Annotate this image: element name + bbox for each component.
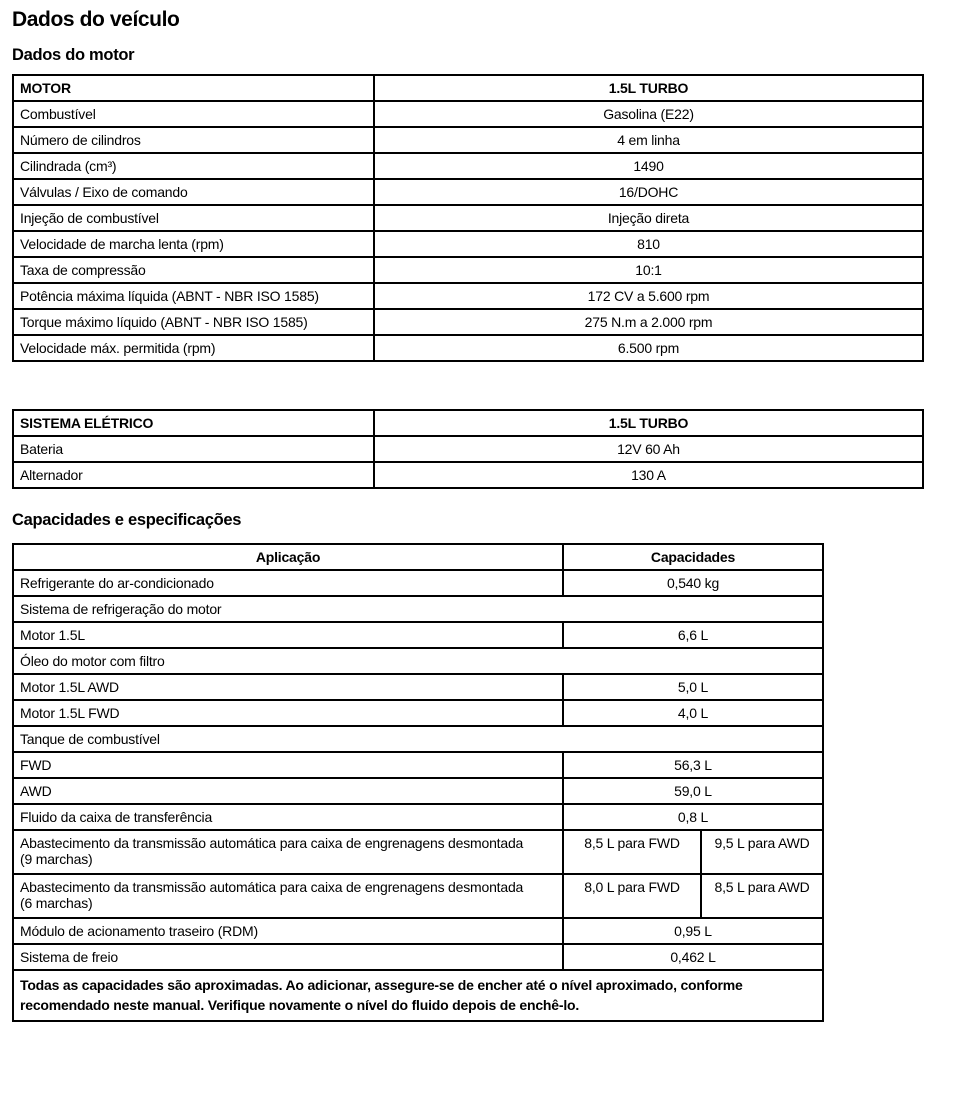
spec-row-label: Número de cilindros [13, 127, 374, 153]
spec-header-value: 1.5L TURBO [374, 410, 923, 436]
table-row [13, 648, 823, 674]
table-row [13, 75, 923, 101]
spec-row-value: 1490 [374, 153, 923, 179]
cap-label-line1: Abastecimento da transmissão automática para caixa de engrenagens desmontada [20, 835, 524, 852]
spec-row-label: Taxa de compressão [13, 257, 374, 283]
motor-table [12, 74, 924, 362]
cap-value-awd: 9,5 L para AWD [701, 830, 823, 874]
spec-row-label: Combustível [13, 101, 374, 127]
section-title-motor: Dados do motor [12, 46, 135, 65]
table-row [13, 436, 923, 462]
spec-row-value: 6.500 rpm [374, 335, 923, 361]
spec-row-value: 172 CV a 5.600 rpm [374, 283, 923, 309]
spec-row-label: Velocidade máx. permitida (rpm) [13, 335, 374, 361]
cap-row-label: Módulo de acionamento traseiro (RDM) [13, 918, 563, 944]
table-row [13, 205, 923, 231]
table-row [13, 179, 923, 205]
spec-row-value: 810 [374, 231, 923, 257]
cap-value-fwd: 8,5 L para FWD [563, 830, 701, 874]
cap-note: Todas as capacidades são aproximadas. Ao adicionar, assegure-se de encher até o nível aproximado, conforme recomendado neste manual. Verifique novamente o nível do fluido depois de enchê-lo. [13, 970, 823, 1021]
cap-row-label: Motor 1.5L FWD [13, 700, 563, 726]
spec-header-label: MOTOR [13, 75, 374, 101]
table-row [13, 153, 923, 179]
table-row [13, 918, 823, 944]
spec-row-label: Injeção de combustível [13, 205, 374, 231]
spec-row-label: Válvulas / Eixo de comando [13, 179, 374, 205]
cap-row-label: FWD [13, 752, 563, 778]
spec-row-value: 12V 60 Ah [374, 436, 923, 462]
page-title: Dados do veículo [12, 8, 180, 31]
capacities-table [12, 543, 824, 1022]
table-row [13, 778, 823, 804]
spec-row-value: 16/DOHC [374, 179, 923, 205]
cap-row-label: Fluido da caixa de transferência [13, 804, 563, 830]
table-row [13, 874, 823, 918]
section-title-capacities: Capacidades e especificações [12, 511, 242, 530]
table-row [13, 970, 823, 1021]
table-row [13, 804, 823, 830]
table-row [13, 257, 923, 283]
cap-row-label [13, 874, 563, 918]
cap-row-value: 0,462 L [563, 944, 823, 970]
cap-header-capacities: Capacidades [563, 544, 823, 570]
spec-row-value: Gasolina (E22) [374, 101, 923, 127]
spec-row-label: Velocidade de marcha lenta (rpm) [13, 231, 374, 257]
spec-row-label: Potência máxima líquida (ABNT - NBR ISO 1585) [13, 283, 374, 309]
spec-row-value: 275 N.m a 2.000 rpm [374, 309, 923, 335]
cap-value-fwd: 8,0 L para FWD [563, 874, 701, 918]
table-row [13, 309, 923, 335]
spec-row-value: 10:1 [374, 257, 923, 283]
cap-label-line2: (9 marchas) [20, 851, 93, 868]
spec-row-value: 130 A [374, 462, 923, 488]
cap-row-label: Refrigerante do ar-condicionado [13, 570, 563, 596]
table-row [13, 231, 923, 257]
table-row [13, 726, 823, 752]
cap-row-label [13, 830, 563, 874]
table-row [13, 544, 823, 570]
table-row [13, 570, 823, 596]
table-row [13, 830, 823, 874]
spec-row-label: Torque máximo líquido (ABNT - NBR ISO 1585) [13, 309, 374, 335]
spec-header-label: SISTEMA ELÉTRICO [13, 410, 374, 436]
spec-row-value: 4 em linha [374, 127, 923, 153]
table-row [13, 283, 923, 309]
cap-row-value: 6,6 L [563, 622, 823, 648]
table-row [13, 335, 923, 361]
cap-row-value: 59,0 L [563, 778, 823, 804]
spec-row-value: Injeção direta [374, 205, 923, 231]
table-row [13, 462, 923, 488]
table-row [13, 944, 823, 970]
table-row [13, 127, 923, 153]
cap-row-label: Sistema de freio [13, 944, 563, 970]
cap-section-label: Tanque de combustível [13, 726, 823, 752]
cap-row-value: 0,8 L [563, 804, 823, 830]
cap-row-label: Motor 1.5L [13, 622, 563, 648]
cap-row-label: AWD [13, 778, 563, 804]
spec-row-label: Alternador [13, 462, 374, 488]
table-row [13, 622, 823, 648]
cap-row-value: 56,3 L [563, 752, 823, 778]
cap-section-label: Sistema de refrigeração do motor [13, 596, 823, 622]
cap-row-value: 4,0 L [563, 700, 823, 726]
spec-row-label: Cilindrada (cm³) [13, 153, 374, 179]
cap-row-value: 0,95 L [563, 918, 823, 944]
electrical-table [12, 409, 924, 489]
cap-row-value: 0,540 kg [563, 570, 823, 596]
table-row [13, 700, 823, 726]
table-row [13, 410, 923, 436]
spec-header-value: 1.5L TURBO [374, 75, 923, 101]
cap-header-application: Aplicação [13, 544, 563, 570]
cap-row-value: 5,0 L [563, 674, 823, 700]
cap-value-awd: 8,5 L para AWD [701, 874, 823, 918]
table-row [13, 101, 923, 127]
cap-row-label: Motor 1.5L AWD [13, 674, 563, 700]
table-row [13, 752, 823, 778]
table-row [13, 596, 823, 622]
table-row [13, 674, 823, 700]
spec-row-label: Bateria [13, 436, 374, 462]
cap-label-line1: Abastecimento da transmissão automática para caixa de engrenagens desmontada [20, 879, 524, 896]
cap-section-label: Óleo do motor com filtro [13, 648, 823, 674]
cap-label-line2: (6 marchas) [20, 895, 93, 912]
